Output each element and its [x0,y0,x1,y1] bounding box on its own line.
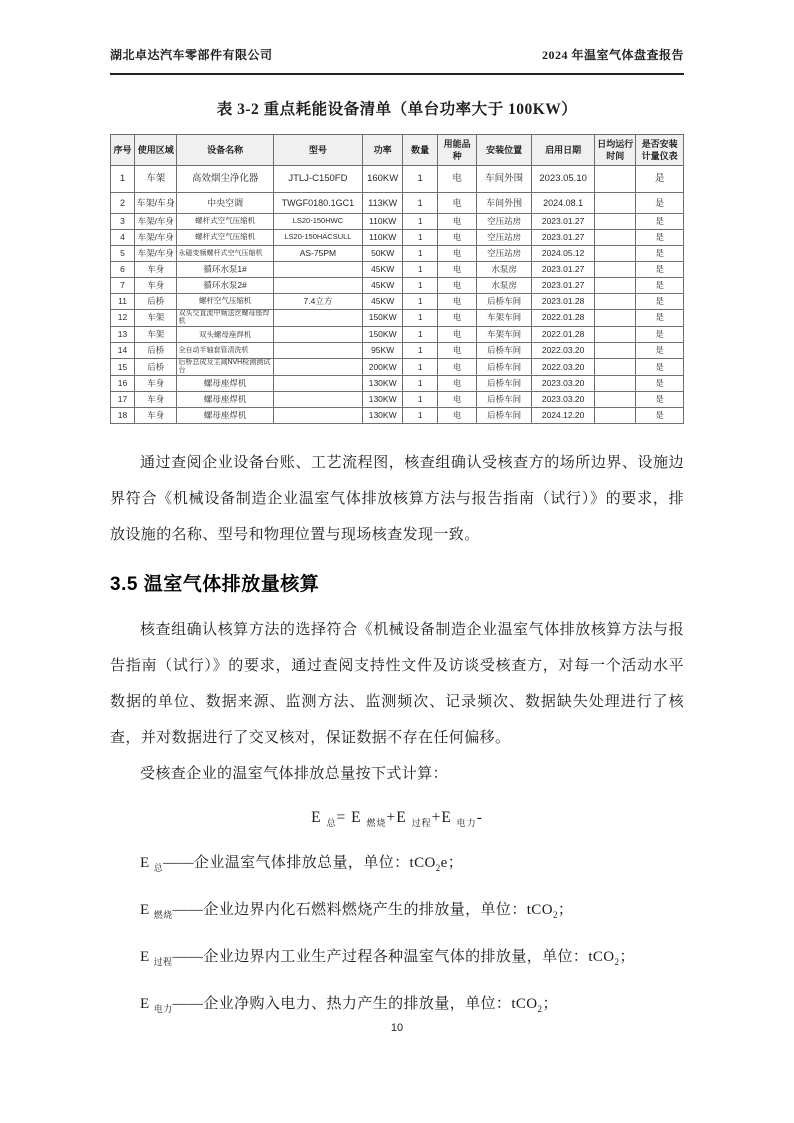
table-cell: 2023.03.20 [532,392,595,408]
table-cell: 1 [403,376,438,392]
column-header: 日均运行时间 [595,135,636,166]
table-cell: 2023.01.27 [532,262,595,278]
table-cell: 是 [636,343,684,359]
table-cell: 电 [438,230,477,246]
table-cell: 循环水泵1# [177,262,273,278]
page-number: 10 [390,1022,404,1034]
table-cell: 后桥 [135,294,177,310]
table-row [111,193,684,214]
table-cell: 电 [438,246,477,262]
table-cell: 1 [403,166,438,193]
table-cell: 车架/车身 [135,193,177,214]
table-cell [595,343,636,359]
table-cell: 后桥车间 [477,343,532,359]
table-cell: 50KW [363,246,403,262]
table-row [111,392,684,408]
table-cell: 160KW [363,166,403,193]
table-cell: 电 [438,214,477,230]
table-cell: 车间外围 [477,166,532,193]
table-cell: 车身 [135,376,177,392]
column-header: 安装位置 [477,135,532,166]
table-cell: 车身 [135,278,177,294]
table-cell: 电 [438,359,477,376]
column-header: 型号 [273,135,362,166]
table-cell [273,408,362,424]
table-cell: 是 [636,359,684,376]
table-row [111,327,684,343]
table-cell: 是 [636,376,684,392]
column-header: 是否安装计量仪表 [636,135,684,166]
table-cell: 车架 [135,310,177,327]
column-header: 设备名称 [177,135,273,166]
table-cell: 45KW [363,294,403,310]
table-cell [273,262,362,278]
table-cell: 是 [636,278,684,294]
table-cell: 1 [403,327,438,343]
page-header [110,0,684,75]
table-row [111,310,684,327]
table-cell: 110KW [363,214,403,230]
table-cell: 双头螺母座焊机 [177,327,273,343]
company-name: 湖北卓达汽车零部件有限公司 [110,48,273,62]
table-cell: 1 [403,294,438,310]
table-cell: 150KW [363,327,403,343]
table-cell: 14 [111,343,135,359]
table-cell: 车身 [135,262,177,278]
table-cell: 车身 [135,408,177,424]
table-cell: 是 [636,230,684,246]
table-row [111,359,684,376]
paragraph-boundary-confirmation: 通过查阅企业设备台账、工艺流程图，核查组确认受核查方的场所边界、设施边界符合《机械设备制造企业温室气体排放核算方法与报告指南（试行）》的要求，排放设施的名称、型号和物理位置与现场核查发现一致。 [110,455,684,544]
table-cell: 95KW [363,343,403,359]
table-cell: 螺杆式空气压缩机 [177,214,273,230]
table-cell: 车架/车身 [135,230,177,246]
definition-line: E $_{过程}$——企业边界内工业生产过程各种温室气体的排放量，单位：tCO$_2$； [140,949,635,968]
table-cell [595,230,636,246]
table-cell: 2022.03.20 [532,343,595,359]
column-header: 使用区域 [135,135,177,166]
table-cell: 后桥车间 [477,376,532,392]
table-cell: 18 [111,408,135,424]
table-cell [273,278,362,294]
table-cell: 车架 [135,166,177,193]
table-cell: 45KW [363,278,403,294]
table-cell: 是 [636,214,684,230]
table-cell: 电 [438,408,477,424]
paragraph-total-formula-intro: 受核查企业的温室气体排放总量按下式计算： [140,766,449,783]
table-cell: LS20-150HACSULL [273,230,362,246]
table-cell: 是 [636,246,684,262]
table-cell: 1 [403,310,438,327]
table-cell: 15 [111,359,135,376]
table-cell [595,166,636,193]
table-cell [595,294,636,310]
table-cell: 2023.01.27 [532,278,595,294]
table-cell: 2024.08.1 [532,193,595,214]
definition-line: E $_{电力}$——企业净购入电力、热力产生的排放量，单位：tCO$_2$； [140,996,558,1015]
table-cell: 螺杆式空气压缩机 [177,230,273,246]
table-cell: 12 [111,310,135,327]
table-cell: TWGF0180.1GC1 [273,193,362,214]
table-cell: 电 [438,294,477,310]
table-cell: 2023.01.27 [532,214,595,230]
table-row [111,376,684,392]
table-cell: 13 [111,327,135,343]
table-cell: 是 [636,294,684,310]
table-cell: 是 [636,327,684,343]
formula: E $_总$= E $_{燃烧}$+E $_{过程}$+E $_{电力}$- [311,809,483,829]
column-header: 功率 [363,135,403,166]
table-cell: 水泵房 [477,278,532,294]
table-row [111,294,684,310]
table-cell: AS-75PM [273,246,362,262]
section-heading: 3.5 温室气体排放量核算 [110,574,320,596]
table-cell: 2023.05.10 [532,166,595,193]
table-cell: 是 [636,392,684,408]
table-cell [595,278,636,294]
table-cell: 130KW [363,408,403,424]
table-cell: 是 [636,310,684,327]
table-cell: 2023.03.20 [532,376,595,392]
column-header: 序号 [111,135,135,166]
table-cell: 是 [636,262,684,278]
table-row [111,408,684,424]
table-cell: 车架车间 [477,310,532,327]
table-cell: 7 [111,278,135,294]
table-cell: 螺母座焊机 [177,376,273,392]
definitions [110,848,684,1019]
table-cell [595,246,636,262]
table-row [111,343,684,359]
definition-line: E $_{燃烧}$——企业边界内化石燃料燃烧产生的排放量，单位：tCO$_2$； [140,902,574,921]
table-cell: 1 [403,278,438,294]
table-cell: 是 [636,166,684,193]
table-cell [273,310,362,327]
table-cell: 1 [111,166,135,193]
table-cell: 空压站房 [477,214,532,230]
table-cell: 17 [111,392,135,408]
table-cell [595,193,636,214]
paragraph-method-confirmation: 核查组确认核算方法的选择符合《机械设备制造企业温室气体排放核算方法与报告指南（试行）》的要求，通过查阅支持性文件及访谈受核查方，对每一个活动水平数据的单位、数据来源、监测方法、监测频次、记录频次、数据缺失处理进行了核查，并对数据进行了交叉核对，保证数据不存在任何偏移。 [110,622,684,747]
table-cell: 110KW [363,230,403,246]
table-cell: 2022.01.28 [532,310,595,327]
table-cell: 电 [438,343,477,359]
table-cell: 车间外围 [477,193,532,214]
table-cell: 螺母座焊机 [177,392,273,408]
table-cell: 车架/车身 [135,246,177,262]
equipment-table-header-row [111,135,684,166]
page-content [110,0,684,1019]
table-cell: 车架 [135,327,177,343]
report-title: 2024 年温室气体盘查报告 [541,48,684,62]
table-cell: 2023.01.28 [532,294,595,310]
table-cell: 后桥车间 [477,392,532,408]
table-cell: 电 [438,166,477,193]
table-cell: LS20-150HWC [273,214,362,230]
table-cell [595,376,636,392]
table-cell [595,327,636,343]
table-cell: 2022.03.20 [532,359,595,376]
table-cell: 2024.05.12 [532,246,595,262]
table-cell [273,343,362,359]
table-cell: 后桥车间 [477,359,532,376]
table-cell [595,262,636,278]
table-cell: 1 [403,246,438,262]
table-cell: 电 [438,278,477,294]
table-cell: 空压站房 [477,230,532,246]
table-cell: 螺母座焊机 [177,408,273,424]
table-cell: 电 [438,327,477,343]
table-cell [595,310,636,327]
table-cell [273,376,362,392]
table-cell [273,392,362,408]
table-cell: 1 [403,392,438,408]
table-cell: 永磁变频螺杆式空气压缩机 [177,246,273,262]
table-row [111,166,684,193]
table-row [111,278,684,294]
table-cell: 电 [438,193,477,214]
table-cell: 11 [111,294,135,310]
table-cell: 1 [403,359,438,376]
table-row [111,262,684,278]
table-cell: 后桥车间 [477,408,532,424]
table-cell [595,408,636,424]
definition-line: E $_总$——企业温室气体排放总量，单位：tCO$_2$e； [140,855,464,874]
column-header: 用能品种 [438,135,477,166]
table-cell [273,327,362,343]
table-cell: 2022.01.28 [532,327,595,343]
table-cell: 1 [403,214,438,230]
table-cell: 113KW [363,193,403,214]
table-cell: 1 [403,230,438,246]
table-cell: 高效烟尘净化器 [177,166,273,193]
table-cell: 循环水泵2# [177,278,273,294]
table-cell: 全自动半轴套管清洗机 [177,343,273,359]
table-cell: 1 [403,343,438,359]
table-cell: 7.4立方 [273,294,362,310]
table-cell: 5 [111,246,135,262]
table-cell: 16 [111,376,135,392]
table-cell: 1 [403,262,438,278]
table-cell: 空压站房 [477,246,532,262]
table-cell: 150KW [363,310,403,327]
table-cell: 后桥车间 [477,294,532,310]
table-cell: 1 [403,408,438,424]
table-cell [595,214,636,230]
equipment-table [110,134,684,424]
table-cell: 2023.01.27 [532,230,595,246]
table-cell: 后桥总成及主减NVH检测测试台 [177,359,273,376]
table-cell: 电 [438,262,477,278]
table-cell: 电 [438,376,477,392]
table-cell: 130KW [363,392,403,408]
table-cell [595,392,636,408]
table-cell: 水泵房 [477,262,532,278]
table-row [111,214,684,230]
table-cell [595,359,636,376]
table-cell: 200KW [363,359,403,376]
table-cell: 是 [636,193,684,214]
column-header: 启用日期 [532,135,595,166]
table-row [111,246,684,262]
table-cell: 45KW [363,262,403,278]
table-cell: 车架/车身 [135,214,177,230]
table-cell: 车身 [135,392,177,408]
table-cell: 螺杆空气压缩机 [177,294,273,310]
table-cell: 双头交直流中频送丝螺母座焊机 [177,310,273,327]
table-cell: 中央空调 [177,193,273,214]
equipment-table-body [111,166,684,424]
table-cell: 3 [111,214,135,230]
table-cell: 电 [438,392,477,408]
table-cell: 4 [111,230,135,246]
table-cell [273,359,362,376]
table-cell: 是 [636,408,684,424]
table-title: 表 3-2 重点耗能设备清单（单台功率大于 100KW） [216,101,578,118]
table-cell: 后桥 [135,359,177,376]
table-cell: 电 [438,310,477,327]
table-cell: 1 [403,193,438,214]
column-header: 数量 [403,135,438,166]
table-cell: 2024.12.20 [532,408,595,424]
table-cell: 车架车间 [477,327,532,343]
table-cell: 6 [111,262,135,278]
table-cell: 2 [111,193,135,214]
table-cell: 后桥 [135,343,177,359]
table-row [111,230,684,246]
table-cell: 130KW [363,376,403,392]
table-cell: JTLJ-C150FD [273,166,362,193]
